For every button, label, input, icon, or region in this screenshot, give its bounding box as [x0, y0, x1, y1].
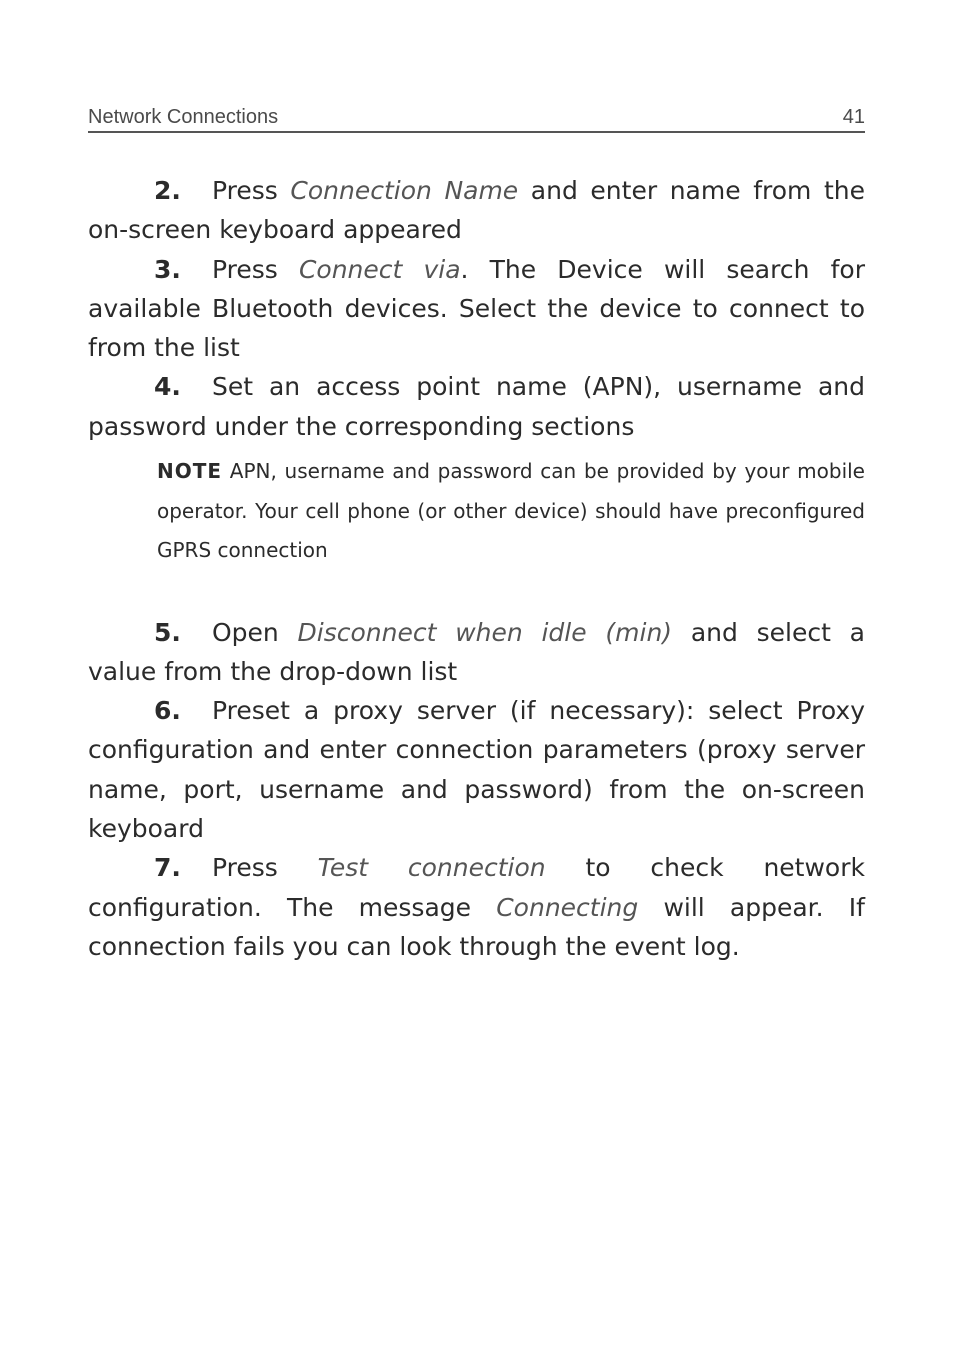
- step-2: [88, 171, 865, 250]
- step-text: . The Device will search for available Bluetooth devices. Select the device to connect to from the list: [88, 254, 865, 363]
- step-text: will appear. If connection fails you can look through the event log.: [88, 892, 865, 961]
- note-label: NOTE: [157, 459, 223, 484]
- step-5: [88, 613, 865, 692]
- step-number: 6.: [154, 696, 181, 726]
- step-3: [88, 250, 865, 368]
- section-title: Network Connections: [88, 106, 279, 128]
- step-text: and select a value from the drop-down list: [88, 617, 865, 686]
- step-number: 7.: [154, 853, 181, 883]
- ui-term: Connect via: [298, 254, 461, 284]
- note-block: [157, 452, 865, 571]
- step-number: 4.: [154, 372, 181, 402]
- step-text: to check network configuration. The message: [88, 853, 865, 922]
- step-text: Set an access point name (APN), username and password under the corresponding sections: [88, 372, 865, 441]
- note-text: APN, username and password can be provided by your mobile operator. Your cell phone (or other device) should have preconfigured GPRS connection: [157, 459, 865, 563]
- page-header: [88, 104, 865, 133]
- step-text: Press: [212, 176, 291, 205]
- ui-term: Connection Name: [290, 176, 519, 205]
- ui-term: Connecting: [496, 892, 639, 922]
- page-body: [88, 171, 865, 966]
- ui-term: Test connection: [317, 853, 546, 883]
- ui-term: Disconnect when idle (min): [297, 617, 673, 647]
- step-text: Press: [212, 853, 318, 883]
- page-number: 41: [842, 106, 865, 128]
- step-6: [88, 691, 865, 848]
- step-text: Press: [212, 254, 299, 284]
- step-text: and enter name from the on-screen keyboard appeared: [88, 176, 865, 245]
- step-number: 5.: [154, 617, 181, 647]
- step-text: Open: [212, 617, 298, 647]
- step-4: [88, 367, 865, 446]
- step-number: 3.: [154, 254, 181, 284]
- step-7: [88, 848, 865, 966]
- step-text: Preset a proxy server (if necessary): select Proxy configuration and enter connection parameters (proxy server name, port, username and password) from the on-screen keyboard: [88, 696, 865, 844]
- step-number: 2.: [154, 176, 181, 205]
